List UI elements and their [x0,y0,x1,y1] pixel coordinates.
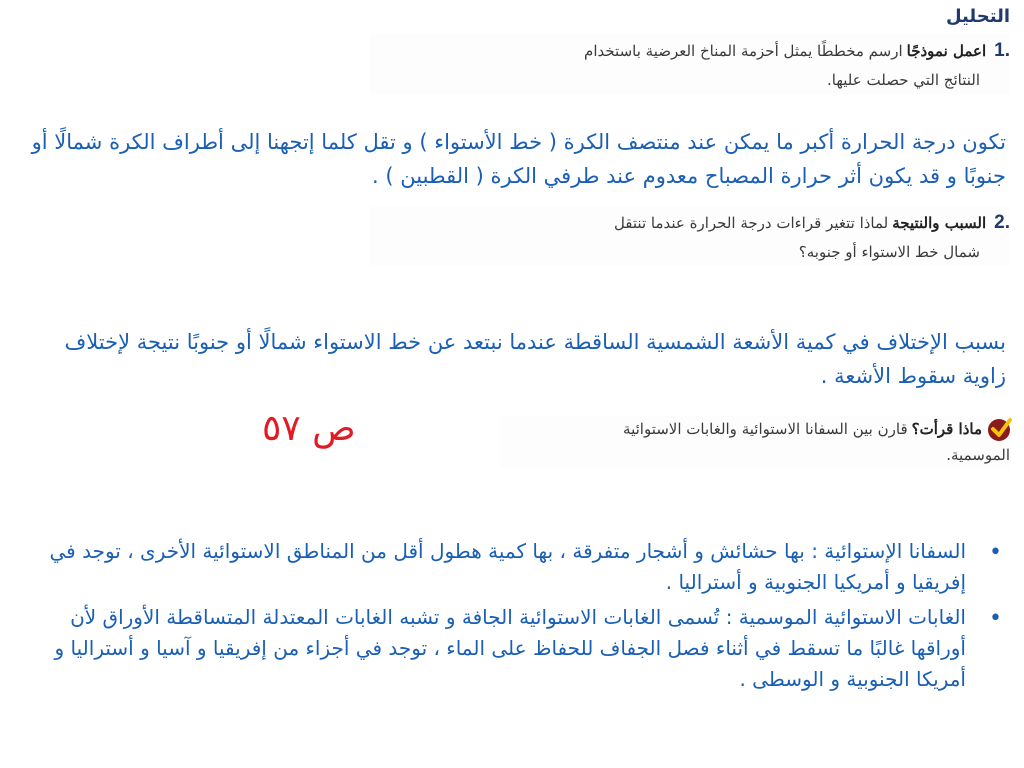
list-item: • السفانا الإستوائية : بها حشائش و أشجار متفرقة ، بها كمية هطول أقل من المناطق الاستوائية الأخرى ، توجد في إفريقيا و أمريكيا الجنوبية و أستراليا . [44,536,1010,598]
question-3-line2: الموسمية. [946,446,1010,465]
question-3-line1: قارن بين السفانا الاستوائية والغابات الاستوائية [623,420,908,438]
question-1 [370,34,1010,94]
section-heading: التحليل [945,6,1010,27]
answer-1: تكون درجة الحرارة أكبر ما يمكن عند منتصف الكرة ( خط الأستواء ) و تقل كلما إتجهنا إلى أطراف الكرة شمالًا أو جنوبًا و قد يكون أثر حرارة المصباح معدوم عند طرفي الكرة ( القطبين ) . [31,130,1006,188]
question-1-number: 1. [994,40,1010,61]
question-2-line1: لماذا تتغير قراءات درجة الحرارة عندما تنتقل [613,214,889,232]
question-1-keyword: اعمل نموذجًا [906,42,987,60]
question-2-number: 2. [994,212,1010,233]
question-3-keyword: ماذا قرأت؟ [911,420,982,438]
question-2-line2: شمال خط الاستواء أو جنوبه؟ [798,243,980,262]
page-reference: ص ٥٧ [262,408,356,449]
checkmark-icon [988,419,1010,441]
comparison-list [44,536,1010,699]
question-1-line2: النتائج التي حصلت عليها. [827,71,980,90]
answer-2: بسبب الإختلاف في كمية الأشعة الشمسية الساقطة عندما نبتعد عن خط الاستواء شمالًا أو جنوبًا نتيجة لإختلاف زاوية سقوط الأشعة . [64,330,1006,388]
question-3 [500,416,1010,469]
list-item: • الغابات الاستوائية الموسمية : تُسمى الغابات الاستوائية الجافة و تشبه الغابات المعتدلة المتساقطة الأوراق لأن أوراقها غالبًا ما تسقط في أثناء فصل الجفاف للحفاظ على الماء ، توجد في أجزاء من إفريقيا و آسيا و أستراليا و أمريكا الجنوبية و الوسطى . [44,602,1010,695]
question-1-line1: ارسم مخططًا يمثل أحزمة المناخ العرضية باستخدام [584,42,903,60]
question-2-keyword: السبب والنتيجة [892,214,987,232]
question-2 [370,206,1010,266]
